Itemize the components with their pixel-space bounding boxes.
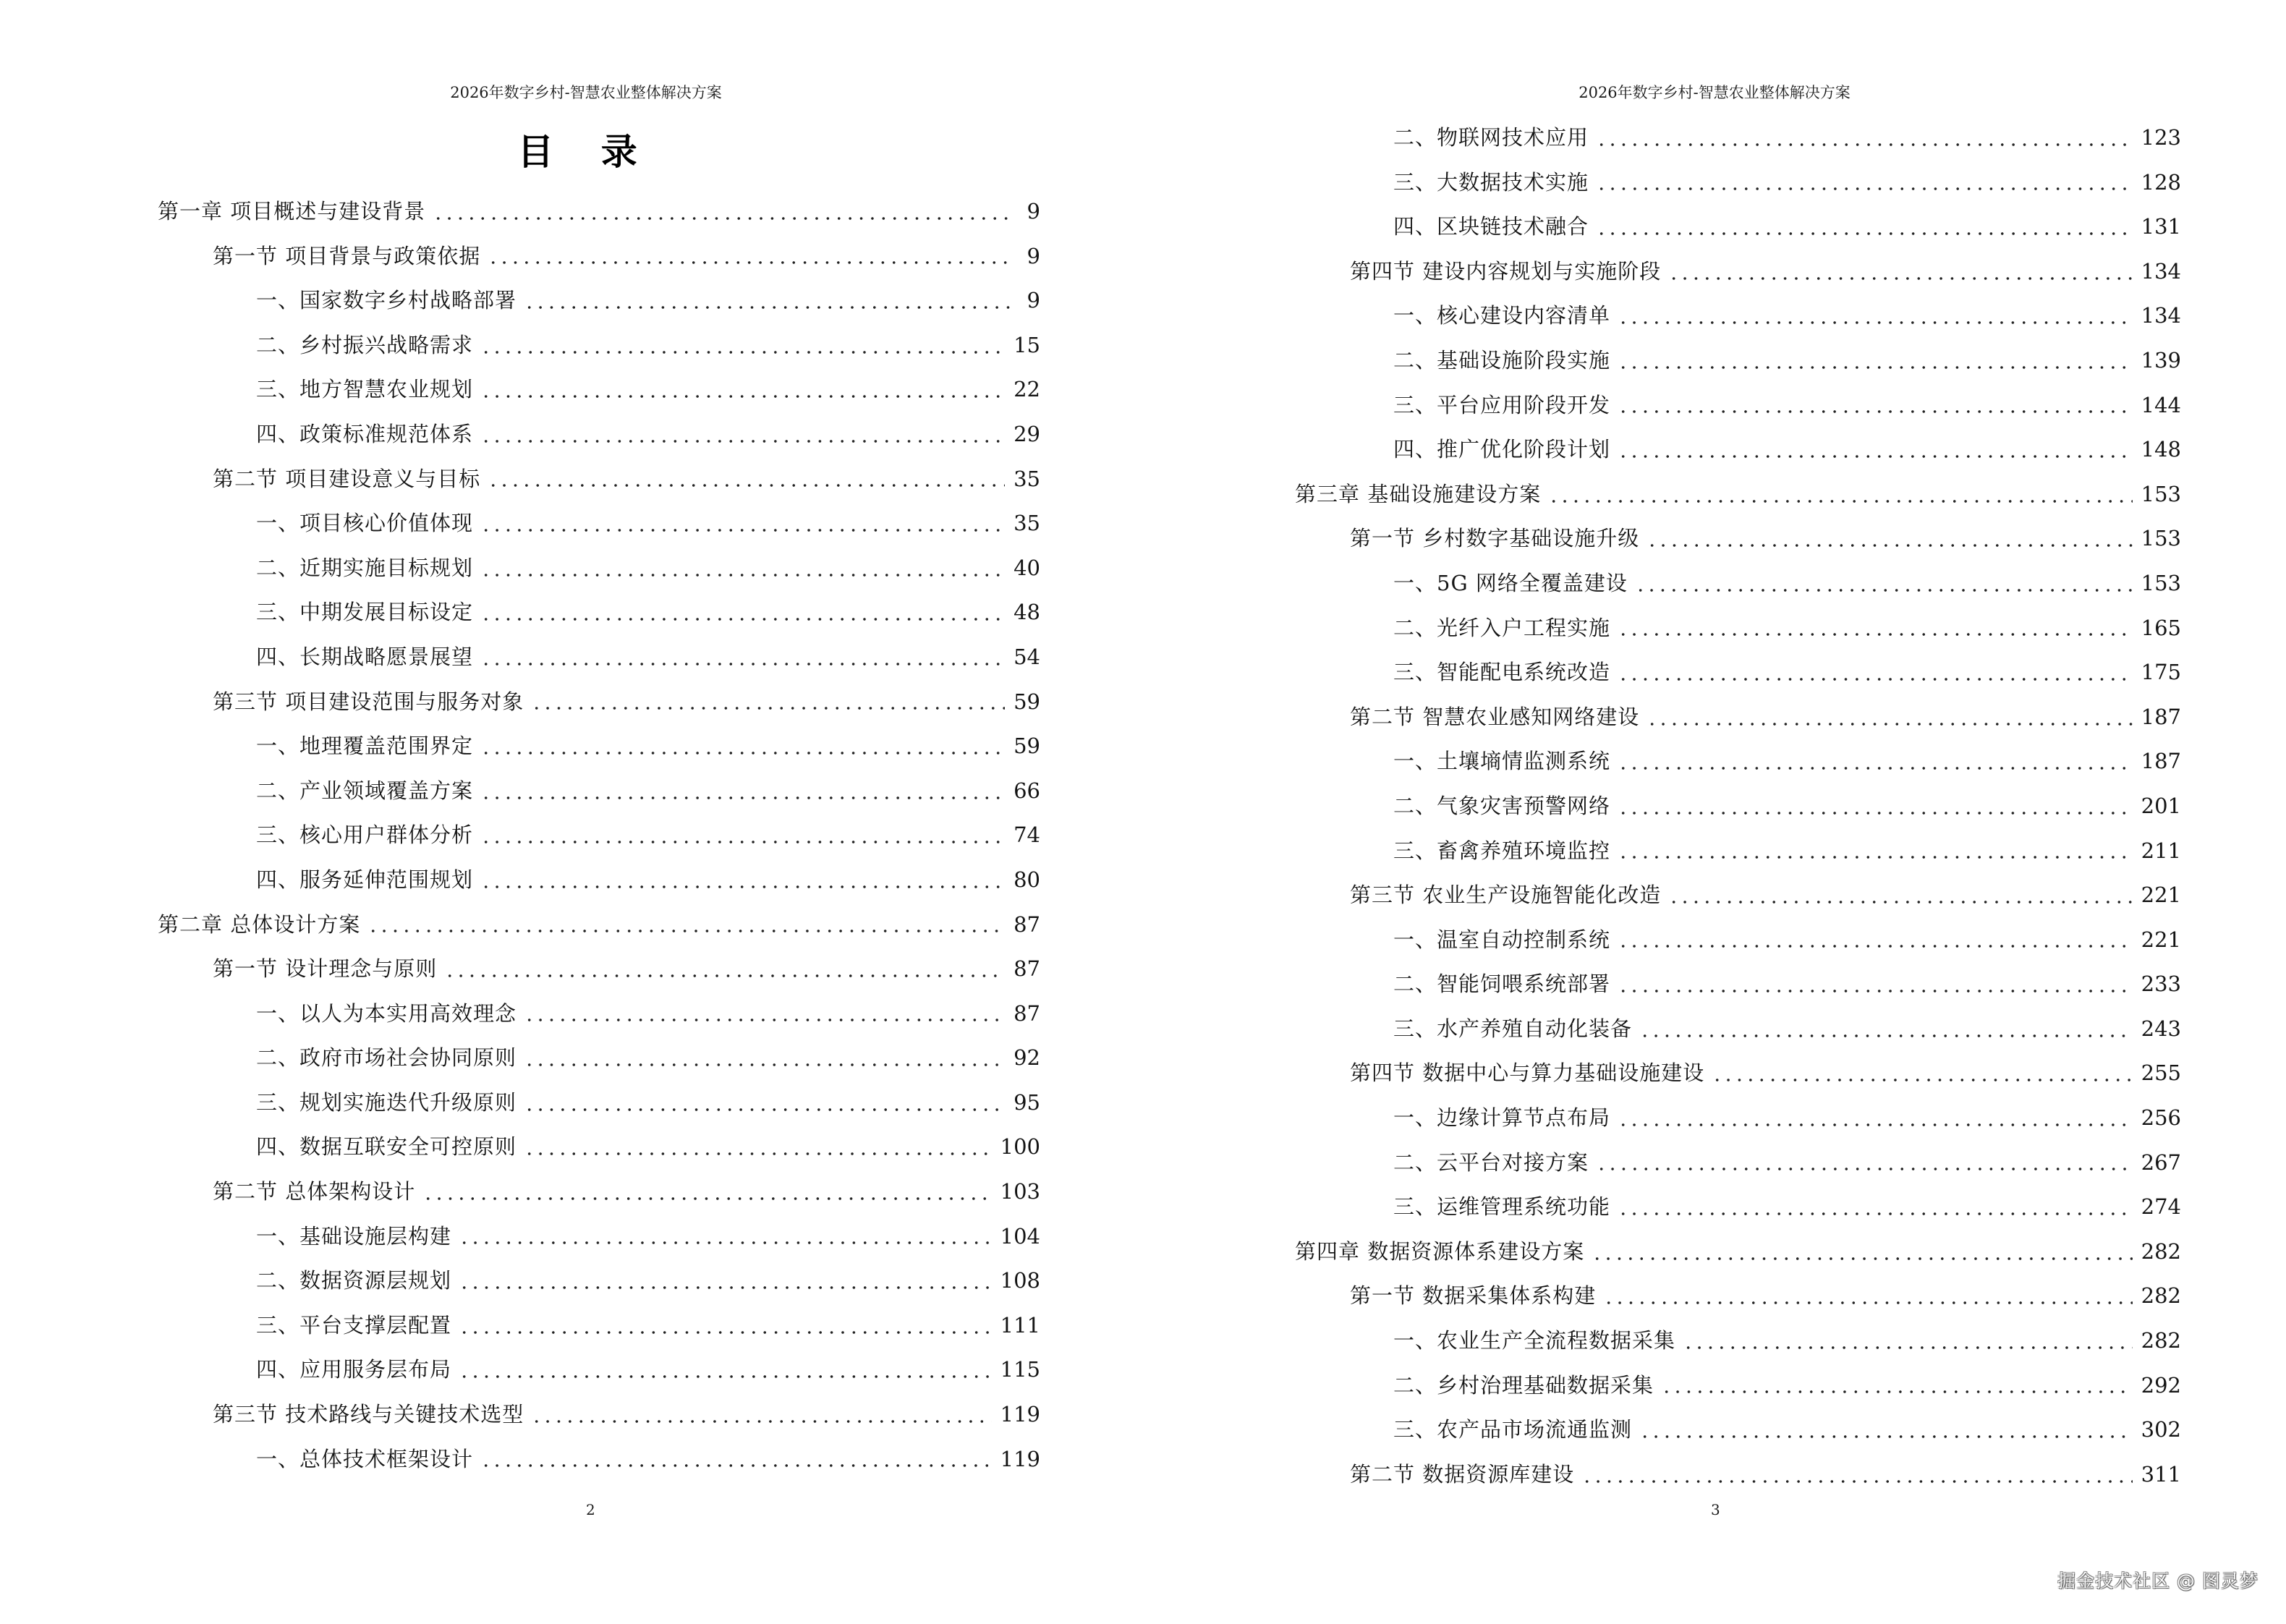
watermark: 掘金技术社区 @ 图灵梦	[2057, 1570, 2259, 1591]
toc-entry-label: 第一节 设计理念与原则	[213, 956, 438, 982]
toc-section-entry[interactable]	[1295, 1274, 2181, 1319]
toc-entry-label: 二、乡村振兴战略需求	[256, 332, 474, 357]
page-number: 2	[586, 1501, 595, 1518]
dot-leader	[488, 255, 1010, 270]
dot-leader	[480, 880, 1005, 894]
toc-subsection-entry[interactable]	[158, 279, 1040, 323]
toc-subsection-entry[interactable]	[1295, 294, 2181, 339]
toc-chapter-entry[interactable]	[1295, 472, 2181, 517]
toc-subsection-entry[interactable]	[158, 323, 1040, 368]
dot-leader	[459, 1369, 992, 1384]
toc-entry-label: 一、以人为本实用高效理念	[256, 1000, 517, 1026]
toc-entry-label: 一、农业生产全流程数据采集	[1393, 1328, 1676, 1353]
toc-entry-label: 一、温室自动控制系统	[1393, 927, 1611, 952]
dot-leader	[1618, 850, 2133, 864]
toc-subsection-entry[interactable]	[1295, 383, 2181, 428]
toc-entry-label: 四、服务延伸范围规划	[256, 867, 474, 892]
toc-entry-label: 三、平台支撑层配置	[256, 1312, 452, 1338]
toc-entry-page-number: 128	[2141, 169, 2181, 195]
toc-entry-page-number: 282	[2141, 1238, 2181, 1264]
toc-entry-page-number: 267	[2141, 1149, 2181, 1175]
dot-leader	[1618, 761, 2133, 775]
toc-section-entry[interactable]	[1295, 1051, 2181, 1096]
toc-subsection-entry[interactable]	[1295, 205, 2181, 250]
toc-entry-label: 一、5G 网络全覆盖建设	[1393, 570, 1628, 595]
toc-entry-label: 二、云平台对接方案	[1393, 1149, 1589, 1175]
toc-entry-page-number: 233	[2141, 972, 2181, 997]
toc-list	[1295, 116, 2181, 1497]
toc-entry-label: 一、项目核心价值体现	[256, 511, 474, 536]
toc-entry-page-number: 153	[2141, 481, 2181, 506]
toc-entry-label: 四、区块链技术融合	[1393, 214, 1589, 239]
toc-section-entry[interactable]	[158, 457, 1040, 502]
dot-leader	[1618, 939, 2133, 953]
dot-leader	[480, 523, 1005, 537]
toc-entry-label: 三、畜禽养殖环境监控	[1393, 838, 1611, 863]
dot-leader	[1618, 672, 2133, 686]
dot-leader	[459, 1325, 992, 1340]
toc-subsection-entry[interactable]	[158, 1348, 1040, 1393]
toc-entry-page-number: 302	[2141, 1417, 2181, 1442]
toc-section-entry[interactable]	[1295, 1453, 2181, 1497]
toc-entry-page-number: 211	[2141, 838, 2181, 863]
toc-subsection-entry[interactable]	[158, 813, 1040, 858]
toc-subsection-entry[interactable]	[158, 635, 1040, 680]
toc-entry-page-number: 274	[2141, 1194, 2181, 1220]
toc-entry-label: 一、核心建设内容清单	[1393, 303, 1611, 328]
toc-subsection-entry[interactable]	[1295, 161, 2181, 205]
toc-entry-page-number: 74	[1014, 822, 1040, 848]
dot-leader	[1596, 137, 2133, 152]
dot-leader	[1581, 1474, 2132, 1489]
toc-entry-page-number: 87	[1014, 911, 1040, 937]
toc-entry-label: 一、土壤墒情监测系统	[1393, 749, 1611, 774]
toc-entry-page-number: 221	[2141, 883, 2181, 908]
toc-entry-label: 二、智能饲喂系统部署	[1393, 972, 1611, 997]
toc-subsection-entry[interactable]	[1295, 339, 2181, 383]
toc-entry-page-number: 311	[2141, 1461, 2181, 1487]
toc-subsection-entry[interactable]	[1295, 606, 2181, 651]
dot-leader	[459, 1236, 992, 1250]
toc-section-entry[interactable]	[1295, 516, 2181, 561]
toc-entry-page-number: 255	[2141, 1060, 2181, 1086]
toc-subsection-entry[interactable]	[1295, 1408, 2181, 1453]
toc-entry-page-number: 29	[1014, 421, 1040, 446]
running-header: 2026年数字乡村-智慧农业整体解决方案	[1578, 84, 1851, 101]
dot-leader	[488, 478, 1005, 493]
toc-entry-page-number: 243	[2141, 1016, 2181, 1041]
toc-entry-label: 三、运维管理系统功能	[1393, 1194, 1611, 1220]
toc-subsection-entry[interactable]	[1295, 1007, 2181, 1052]
toc-entry-label: 四、长期战略愿景展望	[256, 644, 474, 669]
toc-entry-label: 二、政府市场社会协同原则	[256, 1045, 517, 1071]
toc-entry-page-number: 9	[1027, 243, 1040, 268]
dot-leader	[1639, 1029, 2133, 1043]
toc-entry-page-number: 9	[1027, 199, 1040, 224]
dot-leader	[480, 746, 1005, 760]
toc-entry-label: 第一节 乡村数字基础设施升级	[1350, 526, 1640, 551]
toc-entry-label: 第二节 项目建设意义与目标	[213, 466, 481, 491]
dot-leader	[1646, 538, 2132, 553]
toc-chapter-entry[interactable]	[158, 190, 1040, 234]
toc-entry-label: 一、总体技术框架设计	[256, 1446, 474, 1471]
dot-leader	[480, 612, 1005, 626]
toc-entry-label: 四、应用服务层布局	[256, 1357, 452, 1382]
toc-entry-label: 第二节 数据资源库建设	[1350, 1461, 1575, 1487]
toc-subsection-entry[interactable]	[1295, 1364, 2181, 1408]
toc-entry-page-number: 9	[1027, 288, 1040, 313]
dot-leader	[1618, 449, 2133, 464]
toc-entry-label: 第一节 项目背景与政策依据	[213, 243, 481, 268]
dot-leader	[1618, 984, 2133, 998]
toc-subsection-entry[interactable]	[1295, 650, 2181, 695]
toc-subsection-entry[interactable]	[158, 1081, 1040, 1126]
toc-entry-label: 二、气象灾害预警网络	[1393, 793, 1611, 818]
toc-entry-label: 一、国家数字乡村战略部署	[256, 288, 517, 313]
toc-entry-label: 四、数据互联安全可控原则	[256, 1134, 517, 1160]
dot-leader	[1661, 1385, 2133, 1399]
dot-leader	[480, 657, 1005, 671]
dot-leader	[531, 701, 1005, 715]
toc-entry-page-number: 256	[2141, 1105, 2181, 1131]
toc-entry-label: 第三节 技术路线与关键技术选型	[213, 1402, 524, 1427]
toc-entry-label: 三、地方智慧农业规划	[256, 377, 474, 402]
toc-subsection-entry[interactable]	[158, 769, 1040, 814]
dot-leader	[1548, 494, 2132, 509]
toc-section-entry[interactable]	[158, 1393, 1040, 1437]
toc-subsection-entry[interactable]	[1295, 561, 2181, 606]
toc-entry-page-number: 153	[2141, 570, 2181, 595]
toc-entry-page-number: 92	[1014, 1045, 1040, 1071]
dot-leader	[480, 1458, 992, 1473]
toc-entry-page-number: 59	[1014, 689, 1040, 714]
toc-entry-page-number: 54	[1014, 644, 1040, 669]
toc-entry-page-number: 131	[2141, 214, 2181, 239]
toc-subsection-entry[interactable]	[158, 501, 1040, 546]
toc-entry-label: 三、智能配电系统改造	[1393, 660, 1611, 685]
toc-section-entry[interactable]	[1295, 695, 2181, 740]
toc-subsection-entry[interactable]	[1295, 829, 2181, 874]
toc-entry-label: 第三章 基础设施建设方案	[1295, 481, 1542, 506]
toc-entry-page-number: 80	[1014, 867, 1040, 892]
toc-subsection-entry[interactable]	[158, 1036, 1040, 1081]
toc-subsection-entry[interactable]	[158, 1437, 1040, 1482]
toc-entry-page-number: 187	[2141, 704, 2181, 729]
toc-subsection-entry[interactable]	[1295, 428, 2181, 472]
dot-leader	[1618, 315, 2133, 330]
dot-leader	[1618, 806, 2133, 820]
toc-subsection-entry[interactable]	[1295, 1319, 2181, 1364]
toc-entry-page-number: 87	[1014, 1000, 1040, 1026]
toc-entry-page-number: 15	[1014, 332, 1040, 357]
toc-subsection-entry[interactable]	[158, 1215, 1040, 1259]
toc-entry-page-number: 175	[2141, 660, 2181, 685]
toc-entry-page-number: 111	[1000, 1312, 1040, 1338]
toc-chapter-entry[interactable]	[158, 903, 1040, 948]
toc-entry-page-number: 165	[2141, 615, 2181, 640]
toc-section-entry[interactable]	[158, 234, 1040, 279]
toc-subsection-entry[interactable]	[158, 590, 1040, 635]
dot-leader	[1596, 182, 2133, 196]
toc-entry-label: 二、近期实施目标规划	[256, 555, 474, 580]
dot-leader	[480, 389, 1005, 404]
dot-leader	[531, 1414, 991, 1429]
toc-entry-page-number: 292	[2141, 1372, 2181, 1398]
toc-entry-label: 一、地理覆盖范围界定	[256, 734, 474, 759]
toc-subsection-entry[interactable]	[158, 724, 1040, 769]
dot-leader	[480, 345, 1005, 360]
toc-entry-label: 三、大数据技术实施	[1393, 169, 1589, 195]
toc-entry-label: 第四节 数据中心与算力基础设施建设	[1350, 1060, 1705, 1086]
dot-leader	[524, 300, 1010, 315]
toc-entry-page-number: 59	[1014, 734, 1040, 759]
toc-entry-label: 三、水产养殖自动化装备	[1393, 1016, 1633, 1041]
toc-subsection-entry[interactable]	[158, 546, 1040, 591]
dot-leader	[1592, 1251, 2132, 1266]
toc-entry-page-number: 282	[2141, 1283, 2181, 1309]
toc-entry-page-number: 119	[1000, 1446, 1040, 1471]
toc-entry-page-number: 115	[1000, 1357, 1040, 1382]
dot-leader	[1603, 1296, 2132, 1310]
toc-entry-page-number: 48	[1014, 600, 1040, 625]
toc-subsection-entry[interactable]	[1295, 1096, 2181, 1141]
toc-entry-page-number: 103	[1000, 1179, 1040, 1204]
dot-leader	[444, 969, 1005, 983]
dot-leader	[1646, 717, 2132, 731]
toc-entry-page-number: 35	[1014, 466, 1040, 491]
toc-entry-page-number: 104	[1000, 1223, 1040, 1249]
dot-leader	[524, 1013, 1005, 1027]
toc-subsection-entry[interactable]	[1295, 962, 2181, 1007]
dot-leader	[480, 835, 1005, 849]
toc-subsection-entry[interactable]	[1295, 739, 2181, 784]
dot-leader	[1712, 1073, 2132, 1087]
toc-entry-page-number: 187	[2141, 749, 2181, 774]
toc-section-entry[interactable]	[158, 1170, 1040, 1215]
toc-subsection-entry[interactable]	[1295, 116, 2181, 161]
toc-entry-label: 三、中期发展目标设定	[256, 600, 474, 625]
toc-subsection-entry[interactable]	[1295, 918, 2181, 963]
toc-subsection-entry[interactable]	[158, 1259, 1040, 1304]
toc-entry-label: 二、基础设施阶段实施	[1393, 347, 1611, 373]
toc-subsection-entry[interactable]	[1295, 1141, 2181, 1186]
toc-entry-page-number: 35	[1014, 511, 1040, 536]
toc-entry-label: 第四节 建设内容规划与实施阶段	[1350, 258, 1662, 284]
toc-section-entry[interactable]	[158, 680, 1040, 725]
toc-entry-label: 三、农产品市场流通监测	[1393, 1417, 1633, 1442]
toc-entry-page-number: 153	[2141, 526, 2181, 551]
toc-entry-page-number: 139	[2141, 347, 2181, 373]
dot-leader	[1683, 1340, 2133, 1355]
toc-entry-page-number: 87	[1014, 956, 1040, 982]
dot-leader	[1618, 360, 2133, 375]
toc-entry-label: 二、数据资源层规划	[256, 1268, 452, 1293]
toc-entry-page-number: 123	[2141, 125, 2181, 150]
dot-leader	[524, 1102, 1005, 1117]
dot-leader	[480, 791, 1005, 805]
toc-entry-page-number: 22	[1014, 377, 1040, 402]
toc-entry-page-number: 119	[1000, 1402, 1040, 1427]
toc-entry-label: 四、政策标准规范体系	[256, 421, 474, 446]
toc-entry-label: 二、光纤入户工程实施	[1393, 615, 1611, 640]
toc-entry-label: 三、平台应用阶段开发	[1393, 392, 1611, 417]
toc-entry-label: 四、推广优化阶段计划	[1393, 437, 1611, 462]
toc-entry-page-number: 40	[1014, 555, 1040, 580]
toc-subsection-entry[interactable]	[158, 858, 1040, 903]
toc-entry-label: 第三节 项目建设范围与服务对象	[213, 689, 524, 714]
toc-title: 目 录	[517, 130, 655, 173]
dot-leader	[459, 1280, 992, 1295]
toc-subsection-entry[interactable]	[158, 1125, 1040, 1170]
toc-entry-label: 第二章 总体设计方案	[158, 911, 361, 937]
toc-entry-label: 二、物联网技术应用	[1393, 125, 1589, 150]
dot-leader	[433, 211, 1010, 226]
dot-leader	[480, 434, 1005, 448]
dot-leader	[480, 568, 1005, 582]
toc-section-entry[interactable]	[1295, 250, 2181, 294]
toc-entry-label: 第二节 智慧农业感知网络建设	[1350, 704, 1640, 729]
dot-leader	[1668, 895, 2132, 909]
toc-subsection-entry[interactable]	[158, 367, 1040, 412]
running-header: 2026年数字乡村-智慧农业整体解决方案	[450, 84, 722, 101]
page-number: 3	[1711, 1501, 1720, 1518]
toc-entry-label: 二、乡村治理基础数据采集	[1393, 1372, 1654, 1398]
toc-entry-page-number: 221	[2141, 927, 2181, 952]
toc-entry-label: 一、基础设施层构建	[256, 1223, 452, 1249]
dot-leader	[1618, 404, 2133, 419]
toc-entry-label: 第一章 项目概述与建设背景	[158, 199, 426, 224]
dot-leader	[1596, 1162, 2133, 1176]
toc-entry-page-number: 148	[2141, 437, 2181, 462]
dot-leader	[1596, 226, 2133, 241]
dot-leader	[422, 1191, 991, 1206]
dot-leader	[367, 924, 1005, 938]
toc-entry-label: 三、规划实施迭代升级原则	[256, 1089, 517, 1115]
toc-entry-label: 二、产业领域覆盖方案	[256, 778, 474, 803]
toc-entry-label: 一、边缘计算节点布局	[1393, 1105, 1611, 1131]
toc-entry-page-number: 108	[1000, 1268, 1040, 1293]
toc-subsection-entry[interactable]	[1295, 784, 2181, 829]
toc-subsection-entry[interactable]	[158, 1304, 1040, 1348]
dot-leader	[1668, 271, 2132, 286]
toc-entry-label: 第一节 数据采集体系构建	[1350, 1283, 1597, 1309]
dot-leader	[1635, 583, 2133, 598]
toc-subsection-entry[interactable]	[158, 992, 1040, 1037]
toc-list	[158, 190, 1040, 1481]
toc-subsection-entry[interactable]	[1295, 1185, 2181, 1230]
toc-chapter-entry[interactable]	[1295, 1230, 2181, 1275]
dot-leader	[1618, 1207, 2133, 1221]
dot-leader	[1639, 1429, 2133, 1444]
dot-leader	[524, 1058, 1005, 1072]
toc-page-right	[1143, 0, 2286, 1624]
dot-leader	[1618, 627, 2133, 642]
dot-leader	[1618, 1118, 2133, 1132]
toc-section-entry[interactable]	[158, 947, 1040, 992]
toc-entry-page-number: 134	[2141, 258, 2181, 284]
toc-entry-page-number: 282	[2141, 1328, 2181, 1353]
toc-entry-label: 第三节 农业生产设施智能化改造	[1350, 883, 1662, 908]
toc-section-entry[interactable]	[1295, 873, 2181, 918]
toc-entry-page-number: 134	[2141, 303, 2181, 328]
toc-entry-page-number: 144	[2141, 392, 2181, 417]
toc-entry-label: 第二节 总体架构设计	[213, 1179, 416, 1204]
toc-entry-page-number: 201	[2141, 793, 2181, 818]
toc-subsection-entry[interactable]	[158, 412, 1040, 457]
dot-leader	[524, 1147, 992, 1161]
toc-entry-page-number: 66	[1014, 778, 1040, 803]
toc-entry-label: 三、核心用户群体分析	[256, 822, 474, 848]
toc-entry-label: 第四章 数据资源体系建设方案	[1295, 1238, 1585, 1264]
toc-entry-page-number: 100	[1000, 1134, 1040, 1160]
toc-entry-page-number: 95	[1014, 1089, 1040, 1115]
